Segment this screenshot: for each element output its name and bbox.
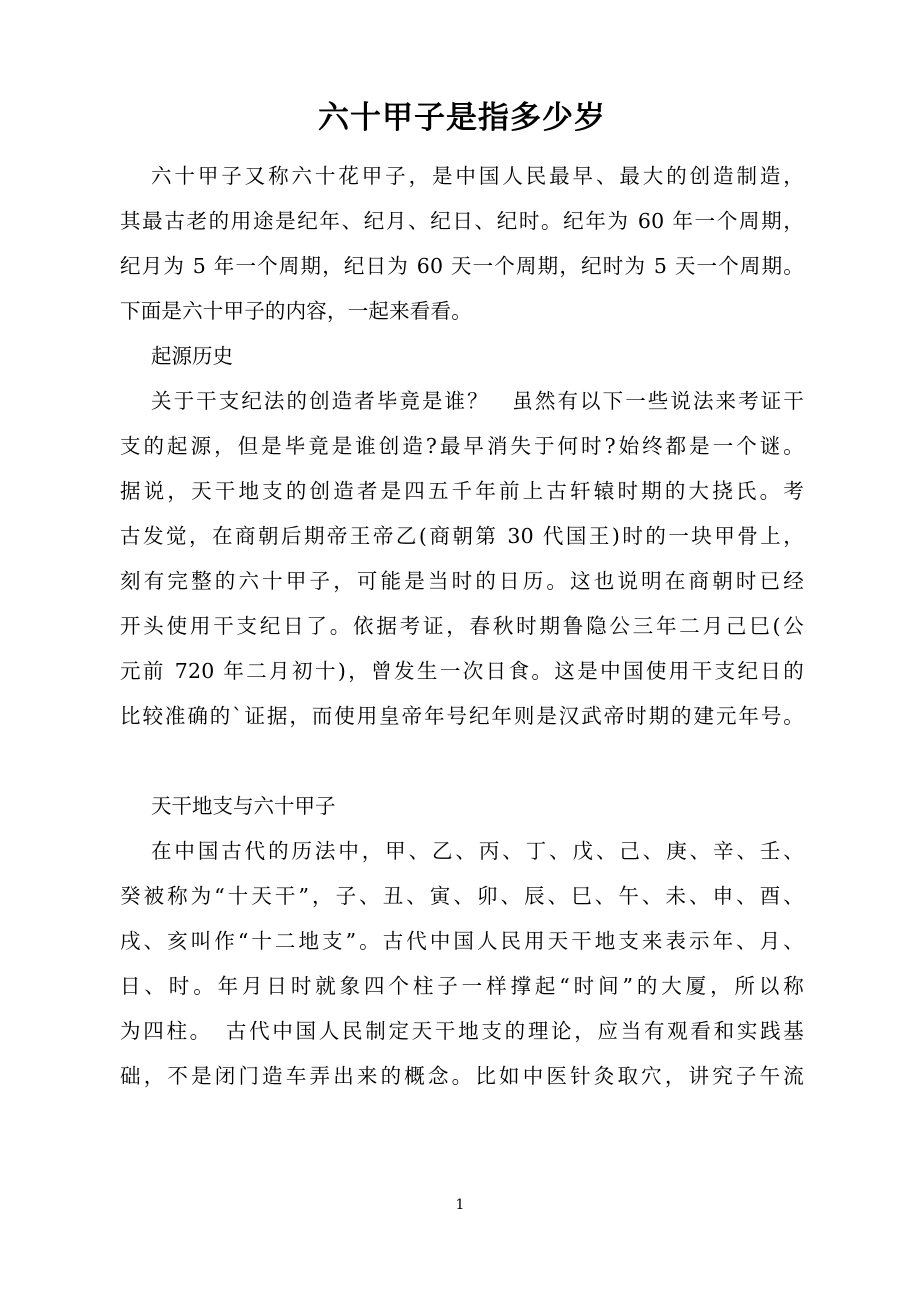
page-content (120, 96, 804, 1099)
text-line: 戌、亥叫作“十二地支”。古代中国人民用天干地支来表示年、月、 (120, 929, 804, 953)
text-line: 开头使用干支纪日了。依据考证，春秋时期鲁隐公三年二月己巳(公 (120, 614, 804, 638)
text-line: 刻有完整的六十甲子，可能是当时的日历。这也说明在商朝时已经 (120, 569, 804, 593)
text-line: 六十甲子又称六十花甲子，是中国人民最早、最大的创造制造， (151, 164, 804, 188)
text-line: 日、时。年月日时就象四个柱子一样撑起“时间”的大厦，所以称 (120, 974, 804, 998)
text-line: 比较准确的`证据，而使用皇帝年号纪年则是汉武帝时期的建元年号。 (120, 704, 804, 728)
paragraph-intro (120, 154, 804, 334)
text-line: 据说，天干地支的创造者是四五千年前上古轩辕时期的大挠氏。考 (120, 479, 804, 503)
text-line: 支的起源，但是毕竟是谁创造?最早消失于何时?始终都是一个谜。 (120, 434, 804, 458)
text-line: 为四柱。 古代中国人民制定天干地支的理论，应当有观看和实践基 (120, 1019, 804, 1043)
paragraph-spacer (120, 739, 804, 784)
text-line: 癸被称为“十天干”，子、丑、寅、卯、辰、巳、午、未、申、酉、 (120, 884, 804, 908)
page-number: 1 (455, 1197, 465, 1213)
text-line: 关于干支纪法的创造者毕竟是谁？ 虽然有以下一些说法来考证干 (151, 389, 804, 413)
paragraph-origin-detail (120, 469, 804, 739)
text-line: 古发觉，在商朝后期帝王帝乙(商朝第 30 代国王)时的一块甲骨上， (120, 524, 804, 548)
text-line: 下面是六十甲子的内容，一起来看看。 (120, 299, 472, 323)
paragraph-stems-branches (120, 829, 804, 1099)
page-title: 六十甲子是指多少岁 (318, 100, 606, 136)
text-line: 在中国古代的历法中，甲、乙、丙、丁、戊、己、庚、辛、壬、 (151, 839, 804, 863)
paragraph-origin-question (120, 379, 804, 469)
text-line: 其最古老的用途是纪年、纪月、纪日、纪时。纪年为 60 年一个周期， (120, 209, 804, 233)
text-line: 纪月为 5 年一个周期，纪日为 60 天一个周期，纪时为 5 天一个周期。 (120, 254, 804, 278)
section-heading-stems-branches: 天干地支与六十甲子 (151, 794, 336, 818)
section-heading-origin-history: 起源历史 (151, 344, 233, 368)
text-line: 元前 720 年二月初十)，曾发生一次日食。这是中国使用干支纪日的 (120, 659, 804, 683)
text-line: 础，不是闭门造车弄出来的概念。比如中医针灸取穴，讲究子午流 (120, 1064, 804, 1088)
